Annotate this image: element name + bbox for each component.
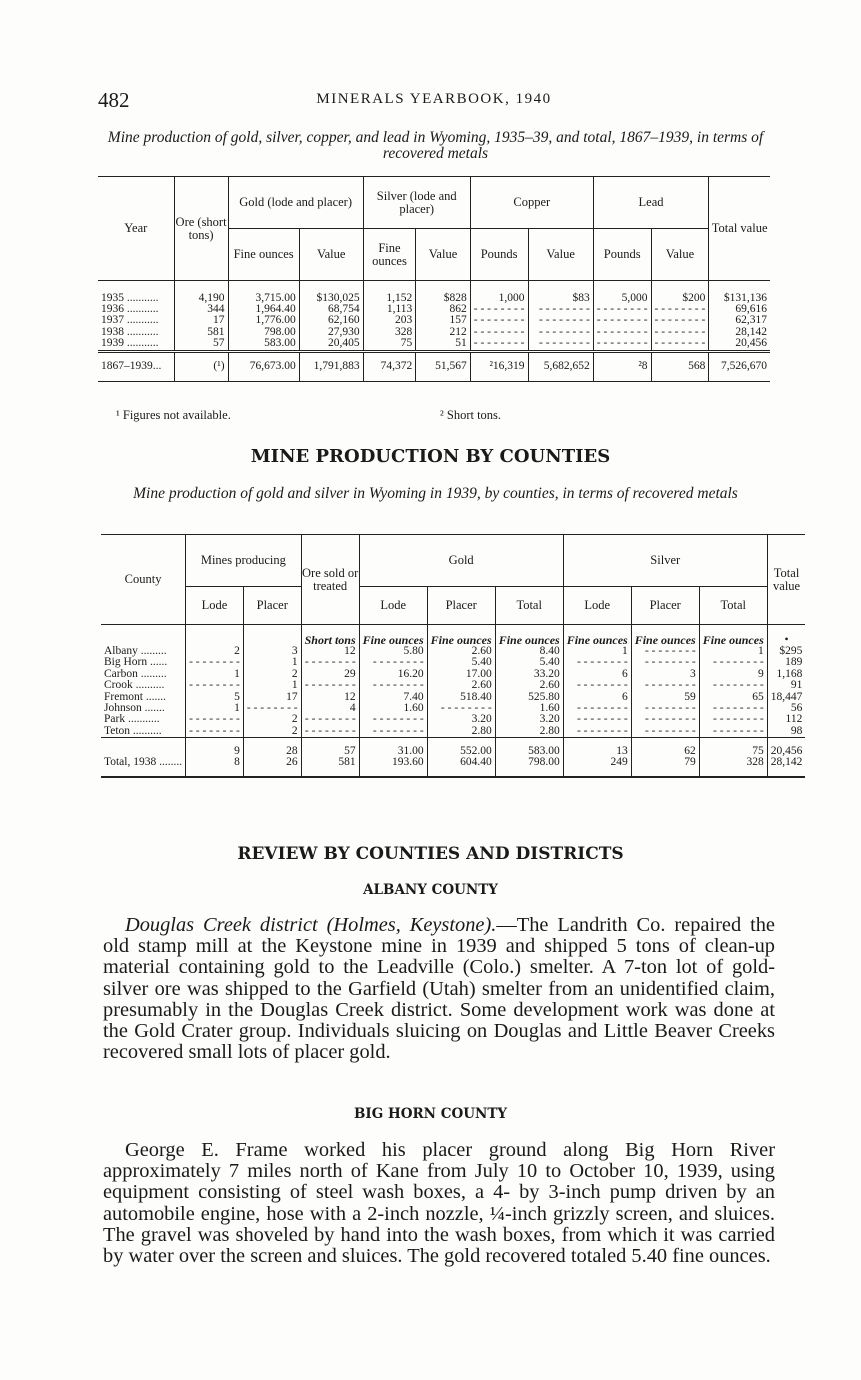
cell-ore: 57 xyxy=(301,746,359,757)
cell-county: Carbon ......... xyxy=(101,669,186,680)
cell-silver-placer: 79 xyxy=(631,757,699,777)
col-lead-group: Lead xyxy=(593,177,709,229)
col-gold-placer: Placer xyxy=(427,587,495,625)
col-mines-group: Mines producing xyxy=(186,535,302,587)
cell-year: 1939 ........... xyxy=(98,338,174,351)
cell-gold-total: 583.00 xyxy=(495,746,563,757)
col-gold-group: Gold (lode and placer) xyxy=(228,177,363,229)
cell-lead-value: $200 xyxy=(651,293,709,304)
col-mines-placer: Placer xyxy=(243,587,301,625)
cell-gold-placer: 2.60 xyxy=(427,646,495,657)
cell-copper-value: 5,682,652 xyxy=(528,351,593,381)
cell-total-value: 189 xyxy=(785,656,803,669)
col-lead-pounds: Pounds xyxy=(593,229,651,281)
cell-mines-placer: 1 xyxy=(243,680,301,691)
cell-gold-placer: 604.40 xyxy=(427,757,495,777)
cell-gold-lode: - - - - - - - - xyxy=(359,680,427,691)
footnote-2: ² Short tons. xyxy=(440,408,502,422)
cell-year: 1938 ........... xyxy=(98,327,174,338)
cell-mines-lode: 1 xyxy=(186,703,244,714)
cell-silver-placer: - - - - - - - - xyxy=(631,726,699,738)
production-table-1935-1939 xyxy=(98,176,770,382)
cell-year: 1867–1939... xyxy=(98,351,174,381)
cell-copper-pounds: 1,000 xyxy=(470,293,528,304)
cell-lead-pounds: - - - - - - - - xyxy=(593,315,651,326)
table-row xyxy=(101,657,805,668)
table-row xyxy=(101,680,805,691)
county-production-table xyxy=(101,534,805,778)
cell-total-value: 91 xyxy=(790,679,803,692)
cell-silver-placer: - - - - - - - - xyxy=(631,680,699,691)
total-row xyxy=(98,351,770,381)
cell-silver-placer: 62 xyxy=(631,746,699,757)
cell-lead-pounds: - - - - - - - - xyxy=(593,327,651,338)
cell-ore: 581 xyxy=(174,327,228,338)
cell-silver-lode: - - - - - - - - xyxy=(563,657,631,668)
col-silver-value: Value xyxy=(416,229,470,281)
cell-year: 1936 ........... xyxy=(98,304,174,315)
cell-gold-lode: - - - - - - - - xyxy=(359,657,427,668)
total-1938-row xyxy=(101,757,805,777)
cell-gold-lode: - - - - - - - - xyxy=(359,714,427,725)
cell-gold-value: 27,930 xyxy=(299,327,363,338)
cell-lead-pounds: - - - - - - - - xyxy=(593,338,651,351)
cell-silver-lode: 1 xyxy=(563,646,631,657)
col-silver-lode: Lode xyxy=(563,587,631,625)
cell-silver-fine: 328 xyxy=(363,327,416,338)
cell-silver-placer: - - - - - - - - xyxy=(631,657,699,668)
cell-silver-lode: - - - - - - - - xyxy=(563,680,631,691)
albany-county-heading: ALBANY COUNTY xyxy=(363,882,498,898)
cell-copper-value: - - - - - - - - xyxy=(528,327,593,338)
cell-silver-placer: 59 xyxy=(631,692,699,703)
cell-mines-lode: 9 xyxy=(186,746,244,757)
cell-mines-lode: 2 xyxy=(186,646,244,657)
cell-ore: - - - - - - - - xyxy=(301,657,359,668)
cell-gold-total: 5.40 xyxy=(495,657,563,668)
cell-gold-lode: - - - - - - - - xyxy=(359,726,427,738)
page-number: 482 xyxy=(98,88,130,112)
cell-mines-lode: - - - - - - - - xyxy=(186,657,244,668)
cell-copper-value: - - - - - - - - xyxy=(528,315,593,326)
col-total-value: Total value xyxy=(709,177,770,281)
cell-county: Park ........... xyxy=(101,714,186,725)
cell-ore: 17 xyxy=(174,315,228,326)
footnote-1: ¹ Figures not available. xyxy=(116,408,231,422)
cell-gold-total: 2.80 xyxy=(495,726,563,738)
col-silver-group: Silver xyxy=(563,535,767,587)
cell-gold-fine: 1,964.40 xyxy=(228,304,299,315)
col-gold-fine: Fine ounces xyxy=(228,229,299,281)
cell-silver-placer: - - - - - - - - xyxy=(631,646,699,657)
cell-ore: 12 xyxy=(301,692,359,703)
section-heading-counties: MINE PRODUCTION BY COUNTIES xyxy=(250,446,611,467)
big-horn-paragraph: George E. Frame worked his placer ground along Big Horn River approximately 7 miles north of Kane from July 10 to October 10, 1939, using equipment consisting of steel wash boxes, a 4- by 3-inch pump driven by an automobile engine, hose with a 2-inch nozzle, ¼-inch grizzly screen, and sluices. The gravel was shoveled by hand into the wash boxes, from which it was carried by water over the screen and sluices. The gold recovered totaled 5.40 fine ounces. xyxy=(103,1139,775,1268)
cell-silver-fine: 1,152 xyxy=(363,293,416,304)
district-name: Douglas Creek district (Holmes, Keystone). xyxy=(125,914,497,936)
cell-lead-value: - - - - - - - - xyxy=(651,315,709,326)
cell-silver-fine: 74,372 xyxy=(363,351,416,381)
cell-gold-fine: 76,673.00 xyxy=(228,351,299,381)
cell-lead-pounds: 5,000 xyxy=(593,293,651,304)
cell-silver-value: 212 xyxy=(416,327,470,338)
cell-lead-value: - - - - - - - - xyxy=(651,338,709,351)
unit-fine-ounces: Fine ounces xyxy=(427,635,495,646)
cell-gold-total: 2.60 xyxy=(495,680,563,691)
unit-fine-ounces: Fine ounces xyxy=(563,635,631,646)
running-title: MINERALS YEARBOOK, 1940 xyxy=(316,91,552,107)
table-row xyxy=(98,315,770,326)
col-gold-value: Value xyxy=(299,229,363,281)
cell-mines-placer: - - - - - - - - xyxy=(243,703,301,714)
total-row xyxy=(101,746,805,757)
cell-mines-lode: 5 xyxy=(186,692,244,703)
cell-mines-placer: 2 xyxy=(243,714,301,725)
cell-silver-value: 157 xyxy=(416,315,470,326)
cell-silver-total: 75 xyxy=(699,746,767,757)
cell-gold-placer: - - - - - - - - xyxy=(427,703,495,714)
cell-silver-total: 65 xyxy=(699,692,767,703)
cell-silver-total: - - - - - - - - xyxy=(699,703,767,714)
cell-gold-total: 33.20 xyxy=(495,669,563,680)
cell-total-value: 20,456 xyxy=(770,744,803,757)
unit-short-tons: Short tons xyxy=(301,635,359,646)
unit-fine-ounces: Fine ounces xyxy=(699,635,767,646)
cell-mines-placer: 2 xyxy=(243,669,301,680)
cell-total-value: 28,142 xyxy=(767,757,805,777)
cell-gold-placer: 518.40 xyxy=(427,692,495,703)
cell-gold-value: $130,025 xyxy=(299,293,363,304)
cell-ore: 29 xyxy=(301,669,359,680)
cell-gold-value: 68,754 xyxy=(299,304,363,315)
col-gold-group: Gold xyxy=(359,535,563,587)
cell-total-value: 98 xyxy=(767,726,805,738)
cell-total-value: $295 xyxy=(779,644,803,657)
cell-ore: - - - - - - - - xyxy=(301,726,359,738)
cell-gold-placer: 2.80 xyxy=(427,726,495,738)
cell-silver-total: 9 xyxy=(699,669,767,680)
cell-county: Fremont ....... xyxy=(101,692,186,703)
cell-silver-value: $828 xyxy=(416,293,470,304)
cell-ore: 4,190 xyxy=(174,293,228,304)
cell-copper-value: - - - - - - - - xyxy=(528,304,593,315)
cell-silver-placer: 3 xyxy=(631,669,699,680)
cell-mines-lode: 8 xyxy=(186,757,244,777)
cell-ore: 4 xyxy=(301,703,359,714)
cell-gold-total: 525.80 xyxy=(495,692,563,703)
cell-silver-lode: 6 xyxy=(563,669,631,680)
cell-lead-pounds: ²8 xyxy=(593,351,651,381)
cell-gold-value: 62,160 xyxy=(299,315,363,326)
col-silver-group: Silver (lode and placer) xyxy=(363,177,470,229)
cell-gold-placer: 2.60 xyxy=(427,680,495,691)
cell-silver-fine: 1,113 xyxy=(363,304,416,315)
cell-mines-lode: - - - - - - - - xyxy=(186,680,244,691)
cell-silver-value: 862 xyxy=(416,304,470,315)
cell-mines-placer: 2 xyxy=(243,726,301,738)
col-copper-value: Value xyxy=(528,229,593,281)
cell-lead-value: - - - - - - - - xyxy=(651,304,709,315)
cell-mines-placer: 1 xyxy=(243,657,301,668)
cell-lead-value: - - - - - - - - xyxy=(651,327,709,338)
table-row xyxy=(98,338,770,351)
cell-silver-lode: - - - - - - - - xyxy=(563,714,631,725)
cell-total-value: 20,456 xyxy=(709,338,770,351)
col-lead-value: Value xyxy=(651,229,709,281)
cell-year: 1937 ........... xyxy=(98,315,174,326)
cell-mines-lode: - - - - - - - - xyxy=(186,726,244,738)
cell-gold-total: 8.40 xyxy=(495,646,563,657)
cell-copper-pounds: - - - - - - - - xyxy=(470,304,528,315)
cell-copper-value: - - - - - - - - xyxy=(528,338,593,351)
cell-gold-value: 1,791,883 xyxy=(299,351,363,381)
cell-gold-lode: 5.80 xyxy=(359,646,427,657)
cell-silver-total: 328 xyxy=(699,757,767,777)
cell-total-value: 112 xyxy=(785,713,803,726)
cell-total-value: 69,616 xyxy=(735,302,767,315)
cell-mines-placer: 28 xyxy=(243,746,301,757)
cell-silver-value: 51 xyxy=(416,338,470,351)
table2-caption: Mine production of gold and silver in Wyoming in 1939, by counties, in terms of recovered metals xyxy=(133,485,738,502)
cell-gold-value: 20,405 xyxy=(299,338,363,351)
cell-copper-value: $83 xyxy=(528,293,593,304)
cell-ore: 12 xyxy=(301,646,359,657)
col-silver-placer: Placer xyxy=(631,587,699,625)
cell-total-value: 18,447 xyxy=(770,690,803,703)
cell-gold-placer: 3.20 xyxy=(427,714,495,725)
cell-gold-placer: 552.00 xyxy=(427,746,495,757)
cell-copper-pounds: - - - - - - - - xyxy=(470,315,528,326)
cell-county: Total, 1938 ........ xyxy=(101,757,186,777)
unit-value-mark: • xyxy=(784,633,789,646)
cell-gold-total: 3.20 xyxy=(495,714,563,725)
cell-mines-lode: 1 xyxy=(186,669,244,680)
col-total-value: Total value xyxy=(767,535,805,625)
cell-total-value: 1,168 xyxy=(776,667,803,680)
col-gold-lode: Lode xyxy=(359,587,427,625)
cell-ore: (¹) xyxy=(174,351,228,381)
cell-silver-total: - - - - - - - - xyxy=(699,726,767,738)
cell-total-value: 28,142 xyxy=(735,325,767,338)
cell-county: Johnson ....... xyxy=(101,703,186,714)
col-year: Year xyxy=(98,177,174,281)
unit-fine-ounces: Fine ounces xyxy=(495,635,563,646)
cell-lead-value: 568 xyxy=(651,351,709,381)
cell-ore: - - - - - - - - xyxy=(301,714,359,725)
cell-ore: - - - - - - - - xyxy=(301,680,359,691)
unit-fine-ounces: Fine ounces xyxy=(359,635,427,646)
cell-mines-placer: 3 xyxy=(243,646,301,657)
unit-fine-ounces: Fine ounces xyxy=(631,635,699,646)
col-copper-pounds: Pounds xyxy=(470,229,528,281)
cell-gold-lode: 7.40 xyxy=(359,692,427,703)
cell-silver-fine: 203 xyxy=(363,315,416,326)
cell-total-value: 7,526,670 xyxy=(709,351,770,381)
cell-gold-fine: 583.00 xyxy=(228,338,299,351)
cell-silver-lode: 13 xyxy=(563,746,631,757)
cell-copper-pounds: - - - - - - - - xyxy=(470,338,528,351)
cell-silver-lode: 249 xyxy=(563,757,631,777)
cell-gold-lode: 31.00 xyxy=(359,746,427,757)
page-header xyxy=(98,88,770,112)
cell-ore: 581 xyxy=(301,757,359,777)
col-silver-total: Total xyxy=(699,587,767,625)
cell-silver-lode: 6 xyxy=(563,692,631,703)
cell-copper-pounds: - - - - - - - - xyxy=(470,327,528,338)
col-ore-treated: Ore sold or treated xyxy=(301,535,359,625)
cell-year: 1935 ........... xyxy=(98,293,174,304)
cell-silver-value: 51,567 xyxy=(416,351,470,381)
cell-copper-pounds: ²16,319 xyxy=(470,351,528,381)
col-mines-lode: Lode xyxy=(186,587,244,625)
cell-silver-fine: 75 xyxy=(363,338,416,351)
cell-county: Teton .......... xyxy=(101,726,186,738)
cell-mines-placer: 17 xyxy=(243,692,301,703)
cell-total-value: 56 xyxy=(790,701,803,714)
cell-silver-total: - - - - - - - - xyxy=(699,680,767,691)
col-gold-total: Total xyxy=(495,587,563,625)
cell-county: Big Horn ...... xyxy=(101,657,186,668)
cell-gold-lode: 1.60 xyxy=(359,703,427,714)
col-ore: Ore (short tons) xyxy=(174,177,228,281)
cell-silver-lode: - - - - - - - - xyxy=(563,703,631,714)
cell-mines-lode: - - - - - - - - xyxy=(186,714,244,725)
albany-body: —The Landrith Co. repaired the old stamp mill at the Keystone mine in 1939 and shipped 5 tons of clean-up material containing gold to the Leadville (Colo.) smelter. A 7-ton lot of gold-silver ore was shipped to the Garfield (Utah) smelter from an unidentified claim, presumably in the Douglas Creek district. Some development work was done at the Gold Crater group. Individuals sluicing on Douglas and Little Beaver Creeks recovered small lots of placer gold. xyxy=(103,914,775,1064)
cell-silver-placer: - - - - - - - - xyxy=(631,703,699,714)
table1-caption: Mine production of gold, silver, copper, and lead in Wyoming, 1935–39, and total, 1867–1939, in terms of recovered metals xyxy=(107,129,764,162)
albany-paragraph xyxy=(103,915,775,1063)
table-row xyxy=(101,726,805,738)
cell-gold-total: 798.00 xyxy=(495,757,563,777)
col-copper-group: Copper xyxy=(470,177,593,229)
cell-county: Albany ......... xyxy=(101,646,186,657)
cell-ore: 57 xyxy=(174,338,228,351)
cell-gold-fine: 1,776.00 xyxy=(228,315,299,326)
cell-gold-total: 1.60 xyxy=(495,703,563,714)
cell-gold-placer: 17.00 xyxy=(427,669,495,680)
cell-ore: 344 xyxy=(174,304,228,315)
cell-total-value: 62,317 xyxy=(735,314,767,327)
cell-county: Crook .......... xyxy=(101,680,186,691)
col-county: County xyxy=(101,535,186,625)
cell-total-value: $131,136 xyxy=(723,291,767,304)
cell-mines-placer: 26 xyxy=(243,757,301,777)
cell-silver-total: - - - - - - - - xyxy=(699,714,767,725)
section-heading-review: REVIEW BY COUNTIES AND DISTRICTS xyxy=(237,844,624,864)
cell-silver-placer: - - - - - - - - xyxy=(631,714,699,725)
cell-silver-lode: - - - - - - - - xyxy=(563,726,631,738)
cell-silver-total: - - - - - - - - xyxy=(699,657,767,668)
cell-gold-fine: 3,715.00 xyxy=(228,293,299,304)
cell-silver-total: 1 xyxy=(699,646,767,657)
cell-gold-placer: 5.40 xyxy=(427,657,495,668)
big-horn-county-heading: BIG HORN COUNTY xyxy=(353,1106,508,1122)
units-row xyxy=(101,635,805,646)
cell-lead-pounds: - - - - - - - - xyxy=(593,304,651,315)
col-silver-fine: Fine ounces xyxy=(363,229,416,281)
cell-gold-fine: 798.00 xyxy=(228,327,299,338)
cell-gold-lode: 16.20 xyxy=(359,669,427,680)
cell-gold-lode: 193.60 xyxy=(359,757,427,777)
